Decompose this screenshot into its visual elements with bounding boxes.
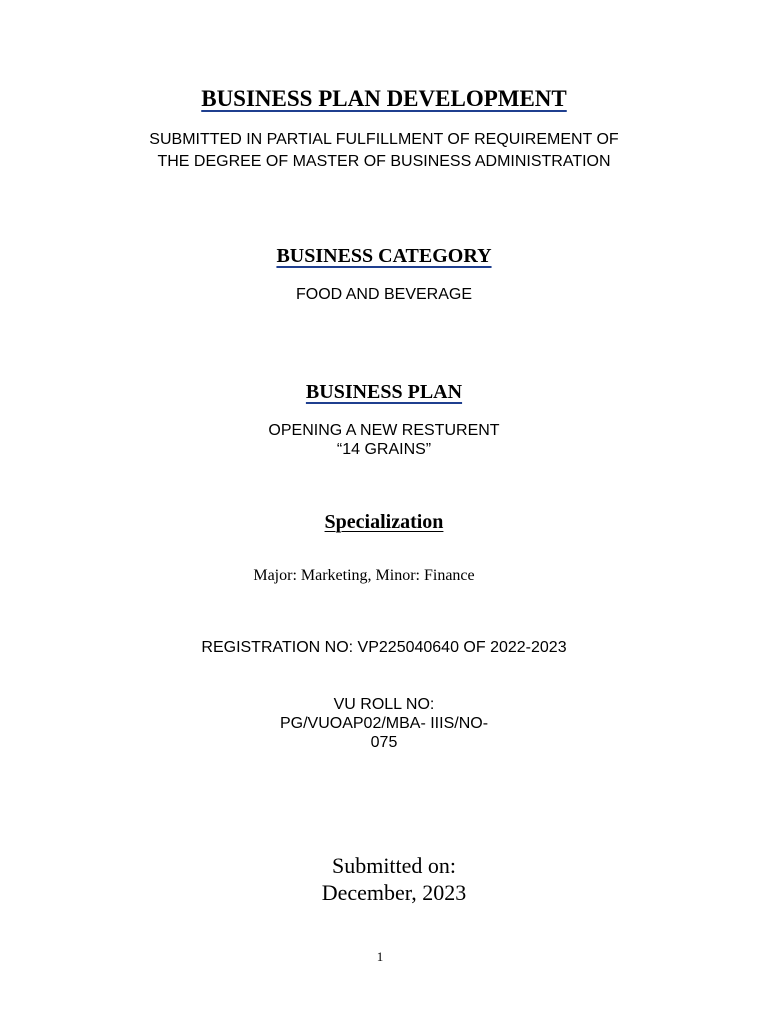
document-title: BUSINESS PLAN DEVELOPMENT [201, 86, 567, 111]
roll-number-line-3: 075 [370, 734, 398, 751]
submission-note-line-1: SUBMITTED IN PARTIAL FULFILLMENT OF REQUIREMENT OF [149, 131, 619, 148]
page-number: 1 [376, 949, 384, 964]
submission-note-line-2: THE DEGREE OF MASTER OF BUSINESS ADMINISTRATION [157, 153, 611, 170]
business-category-heading-block [0, 245, 768, 268]
submission-note [0, 129, 768, 173]
business-plan-line-2: “14 GRAINS” [336, 441, 432, 458]
roll-number-line-2: PG/VUOAP02/MBA- IIIS/NO- [279, 715, 489, 732]
roll-number [0, 695, 768, 752]
title-block [0, 86, 768, 112]
registration-number: REGISTRATION NO: VP225040640 OF 2022-2023 [201, 639, 567, 656]
business-category-heading: BUSINESS CATEGORY [276, 245, 492, 267]
submitted-date: December, 2023 [321, 880, 467, 905]
specialization-value: Major: Marketing, Minor: Finance [253, 567, 475, 584]
submitted-label: Submitted on: [331, 853, 457, 878]
business-plan-heading: BUSINESS PLAN [305, 381, 463, 403]
roll-number-line-1: VU ROLL NO: [333, 696, 435, 713]
business-category-value: FOOD AND BEVERAGE [295, 286, 473, 303]
business-plan-heading-block [0, 381, 768, 404]
submission-date [10, 852, 768, 906]
business-plan-line-1: OPENING A NEW RESTURENT [268, 422, 500, 439]
specialization-heading: Specialization [324, 511, 444, 533]
business-plan-details [0, 421, 768, 459]
specialization-heading-block [0, 511, 768, 534]
